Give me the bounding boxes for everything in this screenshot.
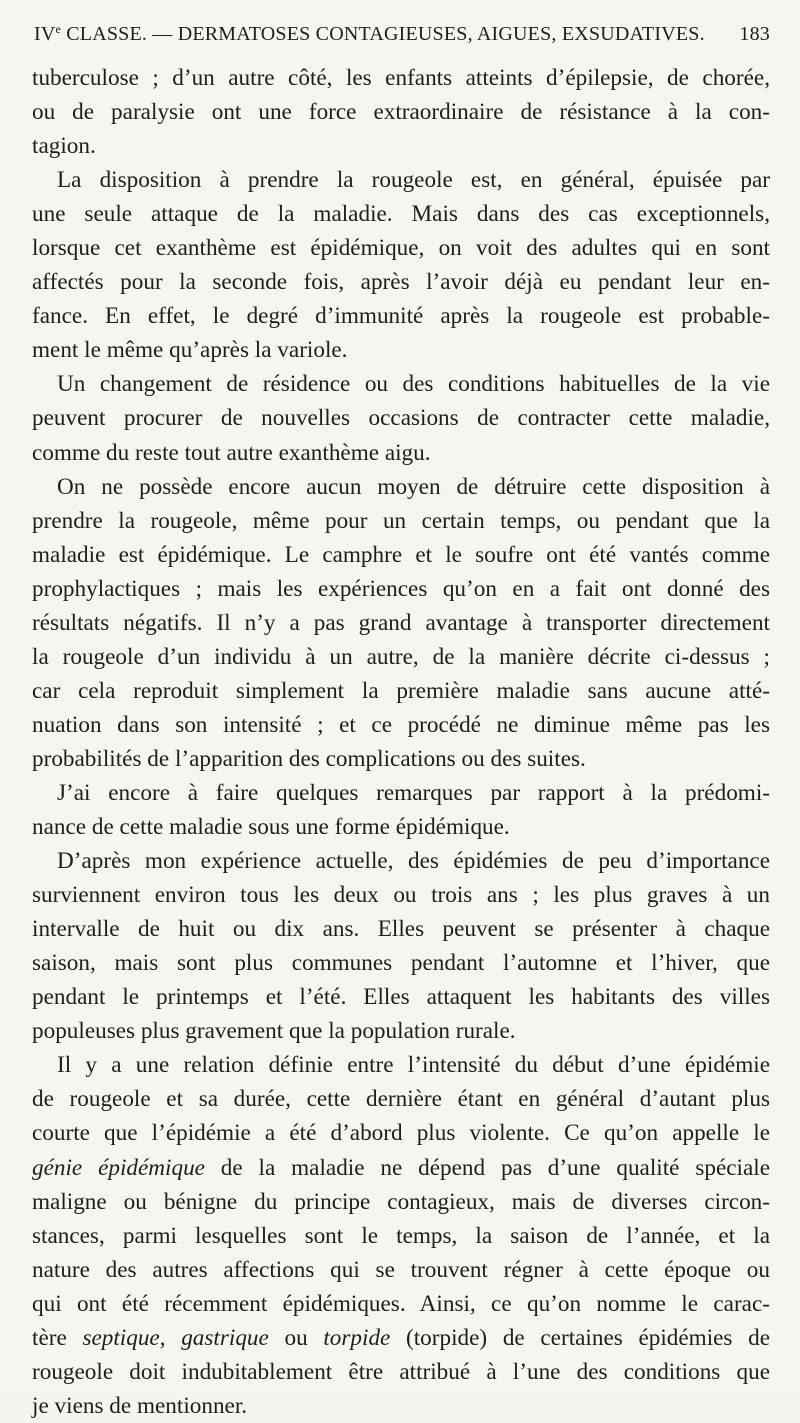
- text-line: stances, parmi lesquelles sont le temps, la saison de l’année, et la: [32, 1222, 770, 1249]
- text-line: D’après mon expérience actuelle, des épidémies de peu d’importance: [57, 848, 770, 875]
- text-line: qui ont été récemment épidémiques. Ainsi, ce qu’on nomme le carac-: [32, 1290, 770, 1317]
- text-run: ,: [159, 1324, 182, 1351]
- text-line: prophylactiques ; mais les expériences qu’on en a fait ont donné des: [32, 575, 770, 602]
- text-line: fance. En effet, le degré d’immunité après la rougeole est probable-: [32, 303, 770, 330]
- text-line: [32, 1321, 770, 1355]
- text-line: Il y a une relation définie entre l’intensité du début d’une épidémie: [57, 1052, 770, 1079]
- text-line: de rougeole et sa durée, cette dernière étant en général d’autant plus: [32, 1086, 770, 1113]
- text-line: la rougeole d’un individu à un autre, de la manière décrite ci-dessus ;: [32, 643, 770, 670]
- text-line: ment le même qu’après la variole.: [32, 337, 348, 364]
- text-line: surviennent environ tous les deux ou trois ans ; les plus graves à un: [32, 882, 770, 909]
- running-header: [34, 22, 770, 62]
- text-line: nance de cette maladie sous une forme épidémique.: [32, 814, 510, 841]
- text-line: maladie est épidémique. Le camphre et le soufre ont été vantés comme: [32, 541, 770, 568]
- text-line: pendant le printemps et l’été. Elles attaquent les habitants des villes: [32, 984, 770, 1011]
- italic-term: gastrique: [181, 1324, 269, 1351]
- text-line: affectés pour la seconde fois, après l’avoir déjà eu pendant leur en-: [32, 269, 770, 296]
- paragraph: [32, 776, 770, 844]
- header-class-superscript: e: [55, 22, 62, 36]
- paragraph: [32, 1048, 770, 1423]
- text-line: lorsque cet exanthème est épidémique, on voit des adultes qui en sont: [32, 235, 770, 262]
- text-line: On ne possède encore aucun moyen de détruire cette disposition à: [57, 473, 770, 500]
- text-line: prendre la rougeole, même pour un certain temps, ou pendant que la: [32, 507, 770, 534]
- text-line: [32, 1151, 770, 1185]
- text-line: rougeole doit indubitablement être attribué à l’une des conditions que: [32, 1358, 770, 1385]
- text-run: tère: [32, 1324, 83, 1351]
- text-line: intervalle de huit ou dix ans. Elles peuvent se présenter à chaque: [32, 916, 770, 943]
- paragraph: [32, 470, 770, 776]
- page-number: 183: [739, 23, 770, 45]
- italic-term: génie épidémique: [32, 1154, 205, 1181]
- text-line: probabilités de l’apparition des complications ou des suites.: [32, 745, 586, 772]
- paragraph: [32, 61, 770, 163]
- text-line: J’ai encore à faire quelques remarques par rapport à la prédomi-: [57, 779, 770, 806]
- text-line: ou de paralysie ont une force extraordinaire de résistance à la con-: [32, 99, 770, 126]
- text-line: peuvent procurer de nouvelles occasions de contracter cette maladie,: [32, 405, 770, 432]
- text-line: La disposition à prendre la rougeole est, en général, épuisée par: [57, 167, 770, 194]
- text-line: comme du reste tout autre exanthème aigu.: [32, 439, 431, 466]
- italic-term: torpide: [323, 1324, 391, 1351]
- text-run: ou: [268, 1324, 324, 1351]
- header-class-label: IV: [34, 23, 56, 45]
- text-line: populeuses plus gravement que la population rurale.: [32, 1018, 516, 1045]
- text-line: résultats négatifs. Il n’y a pas grand avantage à transporter directement: [32, 609, 770, 636]
- paragraph: [32, 163, 770, 367]
- italic-term: septique: [82, 1324, 160, 1351]
- text-line: car cela reproduit simplement la première maladie sans aucune atté-: [32, 677, 770, 704]
- text-line: maligne ou bénigne du principe contagieux, mais de diverses circon-: [32, 1188, 770, 1215]
- text-line: nuation dans son intensité ; et ce procédé ne diminue même pas les: [32, 711, 770, 738]
- text-line: je viens de mentionner.: [32, 1392, 248, 1419]
- text-line: nature des autres affections qui se trouvent régner à cette époque ou: [32, 1256, 770, 1283]
- text-line: saison, mais sont plus communes pendant l’automne et l’hiver, que: [32, 950, 770, 977]
- text-line: tagion.: [32, 133, 96, 160]
- text-line: Un changement de résidence ou des conditions habituelles de la vie: [57, 371, 770, 398]
- text-line: courte que l’épidémie a été d’abord plus violente. Ce qu’on appelle le: [32, 1120, 770, 1147]
- text-line: une seule attaque de la maladie. Mais dans des cas exceptionnels,: [32, 201, 770, 228]
- text-run: de la maladie ne dépend pas d’une qualité spéciale: [204, 1154, 770, 1181]
- paragraph: [32, 367, 770, 469]
- header-title-text: CLASSE. — DERMATOSES CONTAGIEUSES, AIGUES, EXSUDATIVES.: [61, 23, 705, 45]
- body-text: [32, 61, 770, 1423]
- text-line: tuberculose ; d’un autre côté, les enfants atteints d’épilepsie, de chorée,: [32, 65, 770, 91]
- header-title: [34, 22, 705, 46]
- paragraph: [32, 844, 770, 1048]
- text-run: (torpide) de certaines épidémies de: [390, 1324, 771, 1351]
